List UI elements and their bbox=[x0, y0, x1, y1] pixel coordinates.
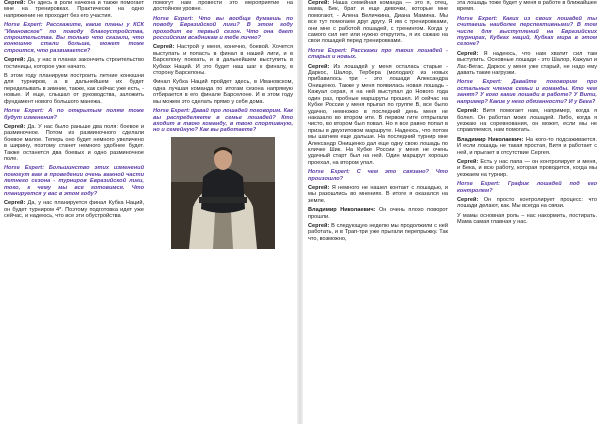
paragraph-text: Он очень плохо поворот прошли. bbox=[308, 207, 448, 220]
paragraph-text: Horse Expert: Большинство этих изменений помогут вам в проведении очень важной части летнего сезона - турниров Евразийской лиги, того, к чему мы все готовимся. Что планируется у вас в этом году? bbox=[4, 165, 144, 197]
column-3 bbox=[308, 0, 448, 424]
interview-answer bbox=[4, 57, 144, 70]
paragraph-text: Horse Expert: С чем это связано? Что произошло? bbox=[308, 169, 448, 182]
interview-answer bbox=[308, 207, 448, 220]
interview-answer bbox=[4, 0, 144, 19]
left-page bbox=[0, 0, 296, 424]
column-2 bbox=[153, 0, 293, 424]
column-2-text bbox=[153, 0, 293, 134]
speaker-name: Сергей: bbox=[457, 158, 479, 165]
interview-question bbox=[4, 108, 144, 121]
speaker-name: Сергей: bbox=[457, 108, 479, 115]
paragraph-text: Наша семейная команда — это я, отец, мама, Бек, брат и еще девочки, которые мне помогают, - Алена Величкина, Диана Мамина. Мы все тут помогаем друг другу. Я им с тренировками, они мне с работой лошадей, с тренингом. Когда у самого сил нет или нужно открутить, я их сажаю на свои лошадей перед тренировками. bbox=[308, 0, 448, 45]
column-4 bbox=[457, 0, 597, 424]
interview-answer bbox=[308, 223, 448, 242]
interview-question bbox=[457, 16, 597, 48]
speaker-name: Сергей: bbox=[308, 0, 330, 6]
speaker-name: Сергей: bbox=[4, 0, 26, 6]
speaker-name: Владимир Николаевич: bbox=[308, 207, 376, 214]
paragraph-text: Он здесь в роли начкона и также помогает мне на тренировках. Практически на одно напряжение не проходит без его участия. bbox=[4, 0, 144, 19]
interview-answer bbox=[153, 79, 293, 105]
interview-answer bbox=[4, 200, 144, 219]
paragraph-text: Я надеюсь, что нам хватит сил там выступить. Основные лошади - это Шалор, Кажуал и Лас-Вегас. Даркос у меня уже старый, не надо ему давать такие нагрузки. bbox=[457, 50, 597, 77]
paragraph-text: У мамы основная роль – нас накормить, постирать. Мама самая главная у нас. bbox=[457, 212, 597, 226]
paragraph-text: Horse Expert: Что вы вообще думаешь по поводу Евразийской лиги? В этом году проходит ее первый сезон. Что она дает российским всадникам и тебе лично? bbox=[153, 15, 293, 42]
interview-question bbox=[308, 48, 448, 61]
speaker-name: Сергей: bbox=[308, 63, 330, 70]
paragraph-text: В следующую неделю мы продолжили с ней работать, и в Трап-три уже прыгали перепрыжку. Так что, возможно, bbox=[308, 223, 448, 242]
speaker-name: Сергей: bbox=[4, 57, 26, 64]
paragraph-text: Финал Кубка Наций пройдет здесь, в Ивановском, одна лучшая команда по итогам сезона напрямую отбирается в его финале Барселоне. И в этом году мы можем это сделать прямо у себя дома. bbox=[153, 79, 293, 105]
interview-answer bbox=[153, 0, 293, 13]
interview-question bbox=[308, 169, 448, 182]
paragraph-text: Horse Expert: График лошадей под его контролем? bbox=[457, 181, 597, 194]
paragraph-text: Horse Expert: Давай про лошадей поговорим. Как вы распределяете в семье лошадей? Кто входит в твою команду, в твою спортивную, но и семейную? Как вы работаете? bbox=[153, 108, 293, 134]
interview-answer bbox=[153, 44, 293, 76]
rider-horse-photo bbox=[171, 137, 275, 249]
interview-answer bbox=[4, 73, 144, 105]
interview-question bbox=[4, 22, 144, 54]
speaker-name: Сергей: bbox=[153, 44, 175, 51]
paragraph-text: На кого-то подсаживается. И если лошадь не такая простая, Витя и работает с ней, и прыгает в отсутствие Сергея. bbox=[457, 136, 597, 156]
paragraph-text: Horse Expert: Давайте поговорим про остальных членов семьи и команды. Кто чем занят? У кого какие лошади в работе? У Вити, например? Какие у него обязанности? И у Бека? bbox=[457, 79, 597, 105]
paragraph-text: Он просто контролирует процесс: что лошади делают, как. Мы всегда на связи. bbox=[457, 196, 597, 210]
interview-answer bbox=[308, 64, 448, 167]
speaker-name: Сергей: bbox=[457, 196, 479, 203]
speaker-name: Сергей: bbox=[4, 200, 26, 207]
paragraph-text: Horse Expert: Расскажи про твоих лошадей - старых и новых. bbox=[308, 47, 448, 61]
paragraph-text: Horse Expert: Каких из своих лошадей ты считаешь наиболее перспективными? В том числе для выступлений на Евразийских турнирах, Кубках наций, Кубках мира в этом сезоне? bbox=[457, 15, 597, 48]
interview-answer bbox=[457, 159, 597, 178]
interview-answer bbox=[308, 0, 448, 45]
paragraph-text: Horse Expert: А по открытым полям тоже будут изменения? bbox=[4, 108, 144, 121]
interview-question bbox=[4, 165, 144, 197]
column-1 bbox=[4, 0, 144, 424]
speaker-name: Сергей: bbox=[4, 123, 26, 130]
paragraph-text: Я немного не нашел контакт с лошадью, и мы разошлись во мнениях. В итоге я оказался на земле. bbox=[308, 184, 448, 204]
interview-question bbox=[457, 79, 597, 105]
speaker-name: Сергей: bbox=[308, 223, 330, 229]
interview-answer bbox=[457, 197, 597, 210]
interview-answer bbox=[457, 0, 597, 13]
paragraph-text: Да, у нас планируется финал Кубка Наций, он будет турниром 4*. Поэтому подготовка идет уже сейчас, и надеюсь, что все эти обустройства bbox=[4, 200, 144, 220]
paragraph-text: В этом году планируем построить летние конюшни для турниров, а в дальнейшем их будет переделывать в зимние, также, как сейчас уже есть, - новые. И еще, слышал от руководства, заложить фундамент нового большого манежа. bbox=[4, 73, 144, 105]
paragraph-text: помогут нам провести это мероприятие на достойном уровне. bbox=[153, 0, 293, 13]
paragraph-text: Из лошадей у меня осталась старые - Даркос, Шалор, Тербера (молодая): из новых прибавилось три - это лошади Александра Онищенко. Также у меня появилась новая лошадь - Кажуал серая, я на ней выступал до Нового года один раз, пробные маршруты прошел. И сейчас на Кубке России у меня прыгал по группе В, все было удачно, немножко в последний день меня не наказало во втором ите. В первом гите отпрыгали чисто, во втором был повал. Но я все равно попал в призы в двухгитовом маршруте. Надеюсь, что потом мы шагнем еще дальше. На последний турнир мне Александр Онищенко дал еще одну свою лошадь по кличке Шик. На Кубке России у меня не очень удачный старт был на ней. Один маршрут хорошо проехал, на втором упал. bbox=[308, 63, 448, 166]
interview-question bbox=[153, 108, 293, 134]
speaker-name: Владимир Николаевич: bbox=[457, 136, 524, 143]
interview-question bbox=[457, 181, 597, 194]
interview-answer bbox=[457, 137, 597, 156]
speaker-name: Сергей: bbox=[457, 50, 479, 57]
interview-answer bbox=[457, 213, 597, 226]
paragraph-text: Настрой у меня, конечно, боевой. Хочется выступать и попасть в финал в нашей лиги, и в Барселону поехать, и в дальнейшем выступить в Кубках Наций. И это будет наш шаг к финалу, в сторону Барселоны. bbox=[153, 44, 293, 77]
paragraph-text: эта лошадь тоже будет у меня в работе в ближайшее время. bbox=[457, 0, 597, 13]
paragraph-text: Horse Expert: Расскажите, какие планы у КСК "Ивановское" по поводу благоустройства, строительства. Вы только что сказали, что конюшню стали больше, может тоже строится, что развивается? bbox=[4, 22, 144, 54]
interview-answer bbox=[457, 108, 597, 134]
paragraph-text: Есть у нас папа — он контролирует и меня, и Бека, и всю работу, которая проводится, когда мы уезжаем на турнир. bbox=[457, 158, 597, 178]
paragraph-text: Да. У нас было раньше два поля: боевое и разминочное. Потом из разминочного сделали боевое малое. Теперь оно будет немного увеличено в ширину, поэтому станет немного удобнее будет. Также останется два боевых и одно разминочное поле. bbox=[4, 123, 144, 162]
interview-answer bbox=[457, 51, 597, 77]
interview-question bbox=[153, 16, 293, 42]
paragraph-text: Да, у нас в планах закончить строительство гостиницы, которое уже начато. bbox=[4, 57, 144, 70]
interview-answer bbox=[4, 124, 144, 162]
page-gutter bbox=[297, 0, 303, 424]
right-page bbox=[304, 0, 600, 424]
interview-answer bbox=[308, 185, 448, 204]
speaker-name: Сергей: bbox=[308, 184, 330, 191]
paragraph-text: Витя помогает нам, например, когда я болел. Он работал моих лошадей. Либо, когда я уезжаю на соревнования, он может, если мы не справляемся, нам помогать. bbox=[457, 108, 597, 134]
